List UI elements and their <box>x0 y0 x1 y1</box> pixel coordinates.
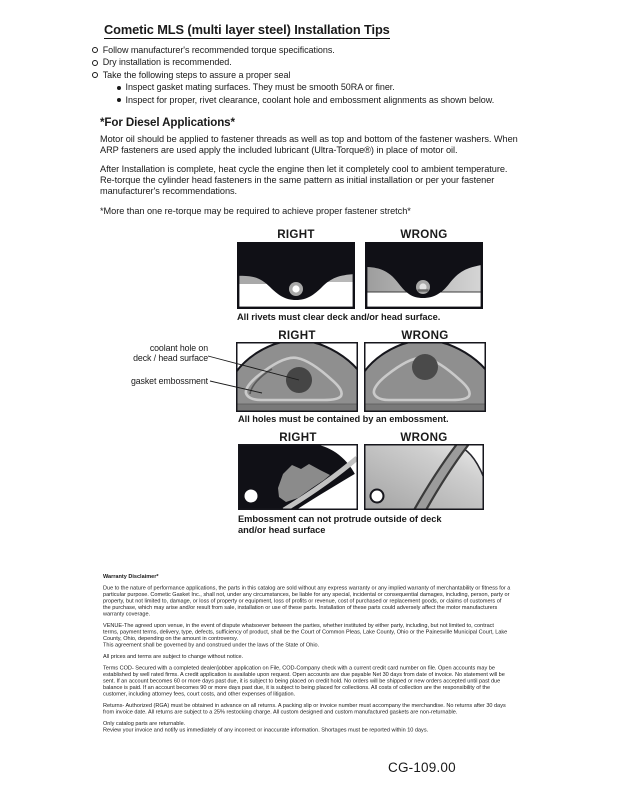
page-number: CG-109.00 <box>388 760 456 775</box>
page-title: Cometic MLS (multi layer steel) Installation Tips <box>104 22 390 37</box>
right-label: RIGHT <box>277 228 315 241</box>
legal-paragraph: Review your invoice and notify us immediately of any incorrect or inaccurate information. Shortages must be reported within 10 days. <box>103 727 429 733</box>
diagram-rivet-right <box>237 242 355 309</box>
wrong-label: WRONG <box>400 431 448 444</box>
diesel-section-heading: *For Diesel Applications* <box>100 116 235 129</box>
embossment-protrusion-wrong-illustration <box>364 444 484 510</box>
list-item <box>92 69 562 81</box>
list-item-text: Follow manufacturer's recommended torque specifications. <box>102 45 335 55</box>
legal-paragraph: Terms COD- Secured with a completed dealer/jobber application on File, COD-Company check with a current credit card number on file. Open accounts may be established by well rated firms. A credit application is available upon request. Open accounts are due payable Net 30 days from date of invoice. No statement will be sent. If an account becomes 60 or more days past due, it is subject to being placed on credit hold. No orders will be shipped or new orders accepted until past due balance is paid. If an account becomes 90 or more days past due, it is subject to being placed for collections. All costs of collection are the responsibility of the customer, including attorney fees, court costs, and other expenses of litigation. <box>103 665 505 698</box>
filled-bullet-icon <box>117 98 121 102</box>
wrong-label: WRONG <box>400 228 448 241</box>
diagram-caption: Embossment can not protrude outside of deck and/or head surface <box>238 514 442 535</box>
list-item <box>92 44 562 56</box>
coolant-hole-icon <box>412 354 438 380</box>
legal-paragraph: This agreement shall be governed by and construed under the laws of the State of Ohio. <box>103 642 320 649</box>
diesel-paragraph: After Installation is complete, heat cycle the engine then let it completely cool to ambient temperature. Re-torque the cylinder head fasteners in the same pattern as initial installation or per your fastener manufacturer's recommendations. <box>100 164 508 196</box>
bolt-hole-icon <box>245 490 258 503</box>
list-item <box>92 81 562 93</box>
filled-bullet-icon <box>117 86 121 90</box>
rivet-clearance-right-illustration <box>237 242 355 309</box>
warranty-heading: Warranty Disclaimer* <box>103 574 159 580</box>
list-item-text: Inspect for proper, rivet clearance, coolant hole and embossment alignments as shown below. <box>125 94 495 105</box>
list-item <box>92 94 562 106</box>
legal-paragraph: Due to the nature of performance applications, the parts in this catalog are sold without any express warranty or any implied warranty of merchantability or fitness for a particular purpose. Cometic Gasket Inc., shall not, under any circumstances, be liable for any special, incidental or consequential damages, including, person, party or property, but not limited to, damage, or loss of property or equipment, loss of profits or revenue, cost of purchased or replacement goods, or claims of customers of the purchase, which may arise and/or result from sale, installation or use of these parts. Installation of these parts could adversely affect the motor manufacturers warranty coverage. <box>103 585 511 618</box>
diesel-paragraph: Motor oil should be applied to fastener threads as well as top and bottom of the fastener washers. When ARP fasteners are used apply the included lubricant (Ultra-Torque®) in place of motor oil. <box>100 134 518 155</box>
legal-paragraph: All prices and terms are subject to change without notice. <box>103 653 244 660</box>
legal-paragraph: VENUE-The agreed upon venue, in the event of dispute whatsoever between the parties, whether instituted by either party, including, but not limited to, contract terms, payment terms, delivery, type, defects, sufficiency of product, shall be the Court of Common Pleas, Lake County, Ohio or the Painesville Municipal Court, Lake County, Ohio, depending on the amount in controversy. <box>103 622 508 642</box>
retorque-note: *More than one re-torque may be required to achieve proper fastener stretch* <box>100 206 411 216</box>
legal-paragraph: Only catalog parts are returnable. <box>103 720 186 727</box>
coolant-hole-wrong-illustration <box>364 342 486 412</box>
embossment-protrusion-right-illustration <box>238 444 358 510</box>
coolant-hole-annotation: coolant hole on deck / head surface <box>133 343 208 363</box>
open-bullet-icon <box>92 47 98 53</box>
warranty-disclaimer-section <box>103 574 511 734</box>
open-bullet-icon <box>92 72 98 78</box>
list-item-text: Dry installation is recommended. <box>102 57 232 68</box>
diagram-protrusion-wrong <box>364 444 484 510</box>
diagram-caption: All rivets must clear deck and/or head surface. <box>237 312 441 322</box>
list-item <box>92 56 562 68</box>
diagram-rivet-wrong <box>365 242 483 309</box>
diagram-coolant-wrong <box>364 342 486 412</box>
diagram-caption: All holes must be contained by an embossment. <box>238 414 449 424</box>
wrong-label: WRONG <box>401 329 449 342</box>
rivet-clearance-wrong-illustration <box>365 242 483 309</box>
list-item-text: Take the following steps to assure a proper seal <box>102 69 291 80</box>
open-bullet-icon <box>92 60 98 66</box>
right-label: RIGHT <box>279 431 317 444</box>
installation-tips-list <box>92 44 562 106</box>
right-label: RIGHT <box>278 329 316 342</box>
diagram-protrusion-right <box>238 444 358 510</box>
bolt-hole-icon <box>371 490 384 503</box>
legal-paragraph: Returns- Authorized (RGA) must be obtained in advance on all returns. A packing slip or invoice number must accompany the merchandise. No returns after 30 days from invoice date. All returns are subject to a 25% restocking charge. All custom designed and custom manufactured gaskets are non-returnable. <box>103 702 506 715</box>
gasket-embossment-annotation: gasket embossment <box>130 376 208 386</box>
annotation-leader-lines <box>205 348 305 398</box>
list-item-text: Inspect gasket mating surfaces. They must be smooth 50RA or finer. <box>125 82 395 93</box>
